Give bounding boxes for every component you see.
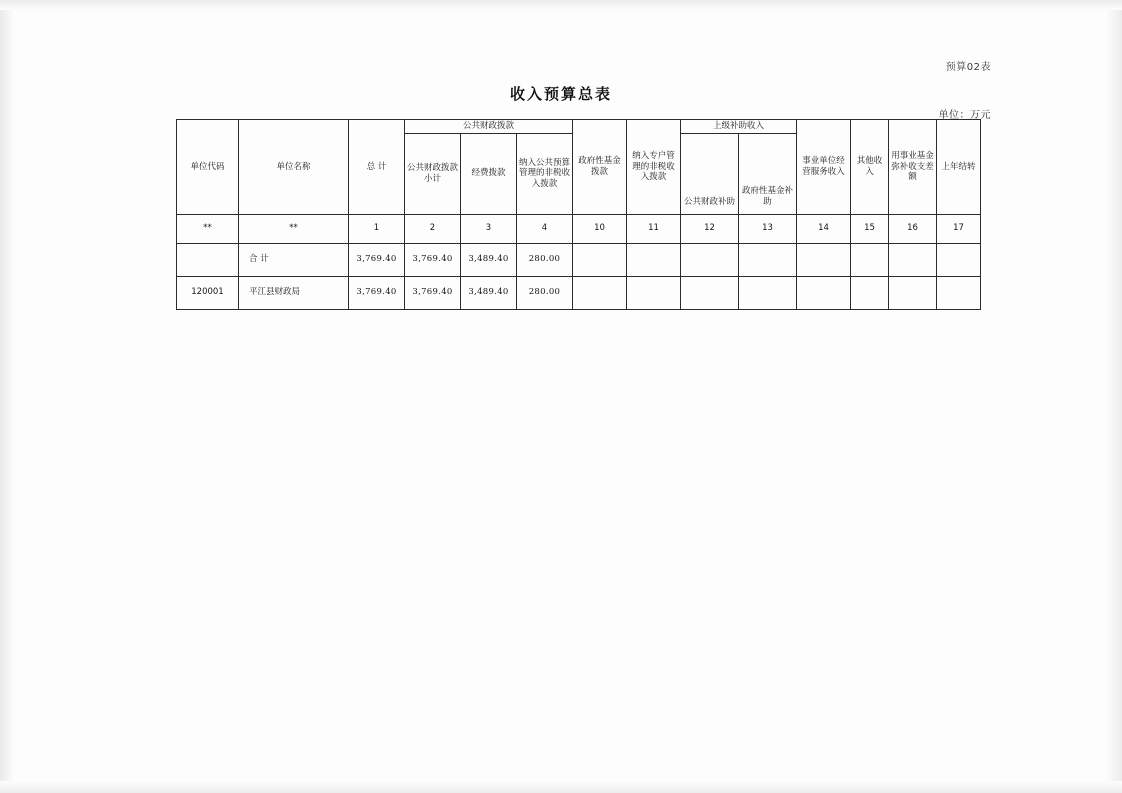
row-business-unit-income	[797, 276, 851, 309]
header-unit-name: 单位名称	[239, 120, 349, 215]
index-col-13: 13	[739, 214, 797, 243]
header-operating-allocation: 经费拨款	[461, 133, 517, 214]
header-non-tax-income: 纳入公共预算管理的非税收入拨款	[517, 133, 573, 214]
table-row	[177, 243, 981, 276]
row-non-tax-income: 280.00	[517, 276, 573, 309]
row-unit-name: 平江县财政局	[239, 276, 349, 309]
header-gov-fund-allocation: 政府性基金拨款	[573, 120, 627, 215]
index-col-17: 17	[937, 214, 981, 243]
row-prior-year-carryover	[937, 243, 981, 276]
index-col-3: 3	[461, 214, 517, 243]
index-col-10: 10	[573, 214, 627, 243]
row-special-account-non-tax	[627, 243, 681, 276]
row-public-finance-sub: 3,769.40	[405, 243, 461, 276]
row-unit-code: 120001	[177, 276, 239, 309]
index-col-4: 4	[517, 214, 573, 243]
index-col-1: 1	[349, 214, 405, 243]
row-operating-allocation: 3,489.40	[461, 243, 517, 276]
header-superior-public-finance: 公共财政补助	[681, 133, 739, 214]
row-superior-gov-fund	[739, 243, 797, 276]
table-row	[177, 276, 981, 309]
row-business-fund-balance	[889, 276, 937, 309]
index-unit-name: **	[239, 214, 349, 243]
row-non-tax-income: 280.00	[517, 243, 573, 276]
row-special-account-non-tax	[627, 276, 681, 309]
row-operating-allocation: 3,489.40	[461, 276, 517, 309]
header-public-finance-sub: 公共财政拨款小计	[405, 133, 461, 214]
index-col-12: 12	[681, 214, 739, 243]
row-other-income	[851, 243, 889, 276]
index-col-2: 2	[405, 214, 461, 243]
row-superior-public-finance	[681, 243, 739, 276]
table-column-index-row	[177, 214, 981, 243]
page-edge-shadow-right	[1106, 0, 1122, 793]
index-unit-code: **	[177, 214, 239, 243]
index-col-16: 16	[889, 214, 937, 243]
page-edge-shadow-left	[0, 0, 14, 793]
row-gov-fund-allocation	[573, 243, 627, 276]
page-title: 收入预算总表	[509, 85, 612, 103]
row-public-finance-sub: 3,769.40	[405, 276, 461, 309]
index-col-14: 14	[797, 214, 851, 243]
row-superior-gov-fund	[739, 276, 797, 309]
header-business-unit-income: 事业单位经营服务收入	[797, 120, 851, 215]
index-col-15: 15	[851, 214, 889, 243]
table-header-row-1	[177, 120, 981, 134]
header-superior-gov-fund: 政府性基金补助	[739, 133, 797, 214]
header-business-fund-balance: 用事业基金弥补收支差额	[889, 120, 937, 215]
index-col-11: 11	[627, 214, 681, 243]
row-prior-year-carryover	[937, 276, 981, 309]
row-business-unit-income	[797, 243, 851, 276]
header-superior-subsidy-group: 上级补助收入	[681, 120, 797, 134]
form-code: 预算02表	[945, 62, 991, 73]
unit-note: 单位：万元	[938, 110, 991, 121]
row-total: 3,769.40	[349, 276, 405, 309]
header-unit-code: 单位代码	[177, 120, 239, 215]
row-unit-name: 合 计	[239, 243, 349, 276]
row-total: 3,769.40	[349, 243, 405, 276]
row-gov-fund-allocation	[573, 276, 627, 309]
income-budget-table	[176, 119, 981, 310]
header-special-account-non-tax: 纳入专户管理的非税收入拨款	[627, 120, 681, 215]
page-edge-shadow-bottom	[0, 781, 1122, 793]
row-other-income	[851, 276, 889, 309]
header-public-finance-group: 公共财政拨款	[405, 120, 573, 134]
header-prior-year-carryover: 上年结转	[937, 120, 981, 215]
row-superior-public-finance	[681, 276, 739, 309]
page-edge-shadow-top	[0, 0, 1122, 10]
row-unit-code	[177, 243, 239, 276]
header-total: 总 计	[349, 120, 405, 215]
header-other-income: 其他收入	[851, 120, 889, 215]
row-business-fund-balance	[889, 243, 937, 276]
